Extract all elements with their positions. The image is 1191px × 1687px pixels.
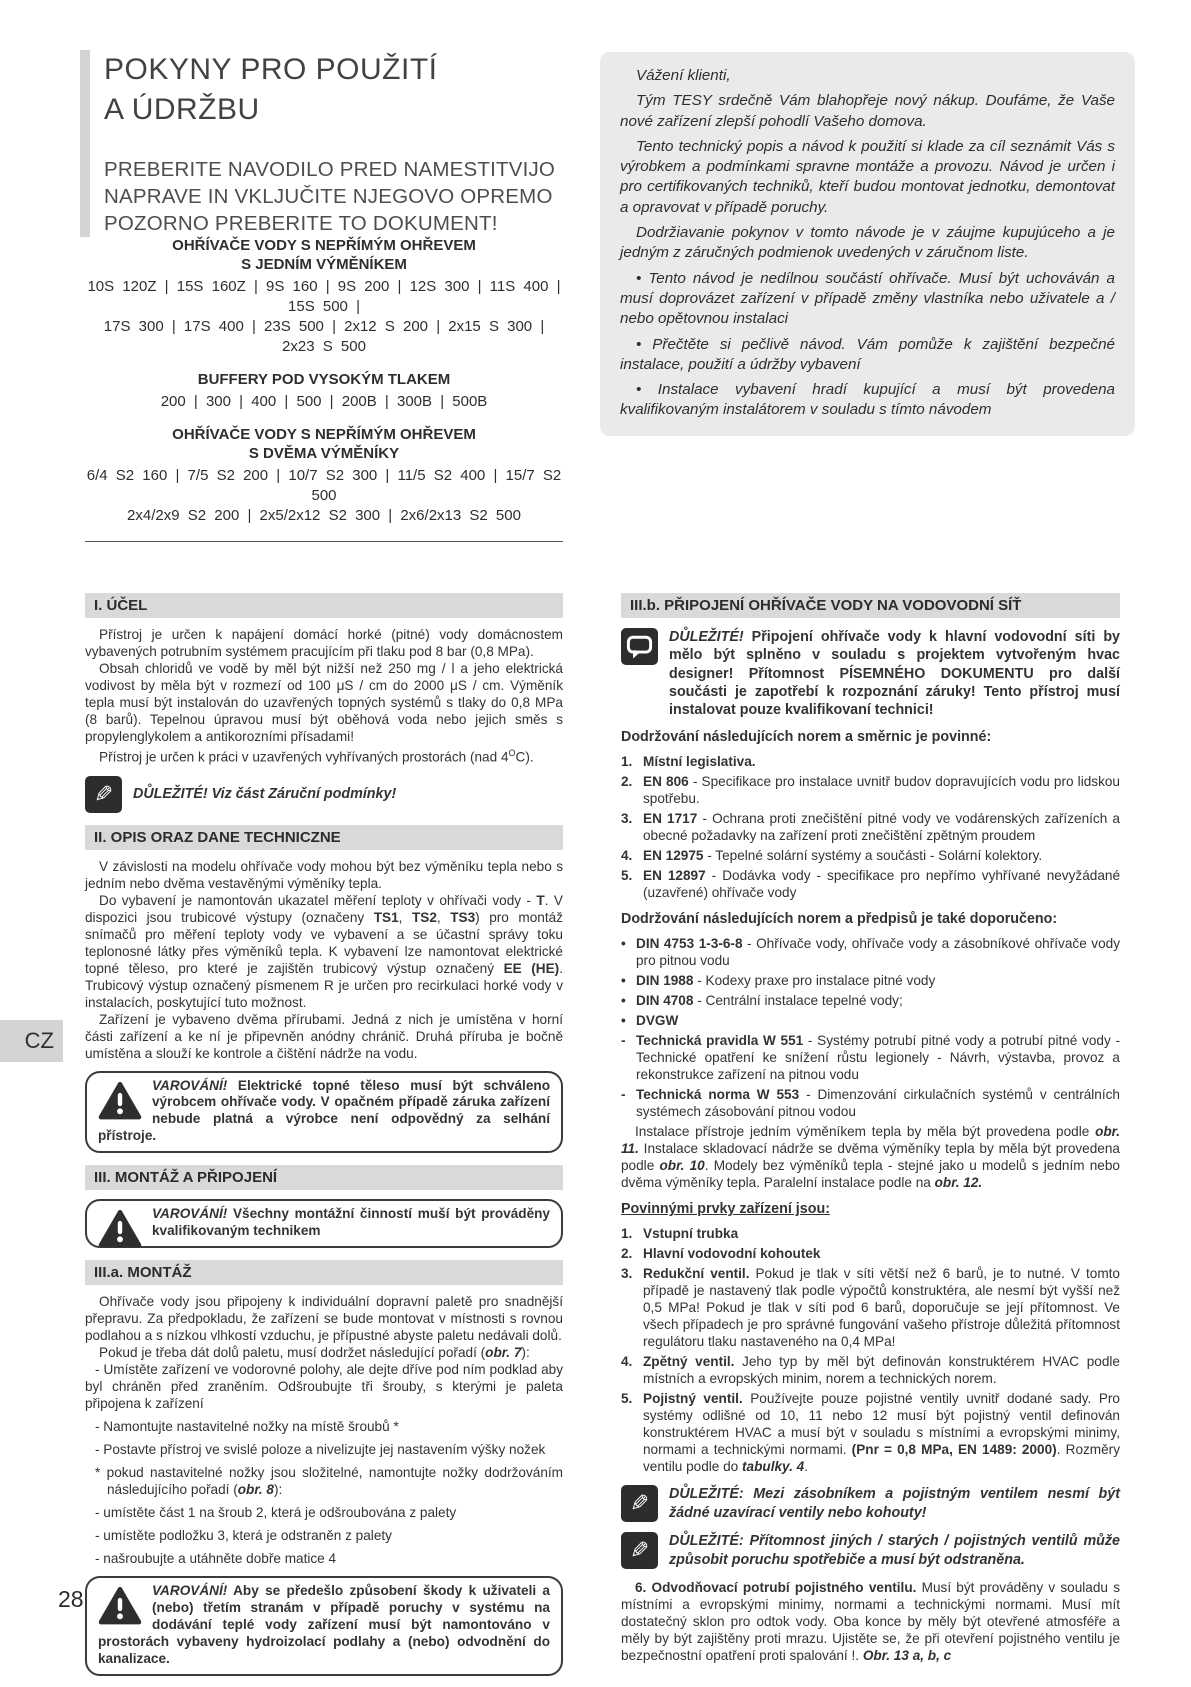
norm-item	[621, 753, 1120, 770]
warning-text: VAROVÁNÍ! Elektrické topné těleso musí být schváleno výrobcem ohřívače vody. V opačném případě záruka zařízení nebude platná a výrobce není odpovědný za selhání přístroje.	[98, 1077, 550, 1144]
norm-text: DIN 1988 - Kodexy praxe pro instalace pitné vody	[636, 973, 936, 989]
model-list-line: 6/4 S2 160 | 7/5 S2 200 | 10/7 S2 300 | 11/5 S2 400 | 15/7 S2 500	[86, 467, 562, 504]
intro-paragraph: • Instalace vybavení hradí kupující a musí být provedena kvalifikovaným instalátorem v souladu s tímto návodem	[620, 381, 1115, 419]
list-marker: 1.	[621, 1226, 633, 1242]
list-marker: 4.	[621, 848, 633, 864]
section-heading-montaz-pripojeni: III. MONTÁŽ A PŘIPOJENÍ	[85, 1165, 563, 1190]
important-note-warranty	[85, 776, 563, 813]
norm-item	[621, 1086, 1120, 1120]
note-text: DŮLEŽITÉ: Přítomnost jiných / starých / pojistných ventilů může způsobit poruchu spotřebiče a musí být odstraněna.	[669, 1533, 1120, 1568]
important-note-hvac	[621, 628, 1120, 719]
mounting-step: - Umístěte zařízení ve vodorovné polohy, ale dejte dříve pod ním podklad aby byl chráněn před zraněním. Odšroubujte tři šrouby, s kterými je paleta připojena k zařízení	[85, 1361, 563, 1411]
norm-text: DIN 4753 1-3-6-8 - Ohřívače vody, ohřívače vody a zásobníkové ohřívače vody pro pitnou vodu	[636, 936, 1120, 969]
list-marker: •	[621, 973, 626, 989]
norm-text: EN 1717 - Ochrana proti znečištění pitné vody ve vodárenských zařízeních a obecné požadavky na zařízení proti znečištění zpětným proudem	[643, 811, 1120, 844]
element-text: Hlavní vodovodní kohoutek	[643, 1246, 821, 1262]
model-group-title-line: S DVĚMA VÝMĚNÍKY	[248, 445, 400, 462]
language-tab-cz: CZ	[0, 1020, 63, 1062]
pencil-icon: ✎	[85, 776, 122, 813]
mounting-step: - Postavte přístroj ve svislé poloze a nivelizujte jej nastavením výšky nožek	[95, 1441, 546, 1457]
list-marker: 3.	[621, 1266, 633, 1282]
list-marker: 2.	[621, 1246, 633, 1262]
norm-text: DVGW	[636, 1013, 679, 1029]
list-marker: •	[621, 993, 626, 1009]
required-elements-heading: Povinnými prvky zařízení jsou:	[621, 1201, 830, 1218]
section-heading-ucel: I. ÚČEL	[85, 593, 563, 618]
intro-paragraph: Tento technický popis a návod k použití si klade za cíl seznámit Vás s výrobkem a podmínkami spravne montáže a provozu. Návod je určen i pro certifikovaných techniků, kteří budou montovat jednotku, demontovat a opravovat v případě poruchy.	[620, 137, 1115, 216]
model-list-line: 10S 120Z | 15S 160Z | 9S 160 | 9S 200 | 12S 300 | 11S 400 | 15S 500 |	[87, 278, 561, 315]
list-marker: 3.	[621, 811, 633, 827]
installation-paragraph: Instalace přístroje jedním výměníkem tepla by měla být provedena podle obr. 11. Instalace skladovací nádrže se dvěma výměníky tepla by měla být provedena podle obr. 10. Modely bez výměníků tepla - stejné jako u modelů s jedním nebo dvěma výměníky tepla. Paralelní instalace podle na obr. 12.	[621, 1124, 1120, 1191]
drain-paragraph: 6. Odvodňovací potrubí pojistného ventilu. Musí být prováděny v souladu s místními a evropskými minimy, normami a technickými normami. Musí mít dostatečný sklon pro odtok vody. Oba konce by měly být otevřené atmosféře a měly by být zajištěny proti mrazu. Ujistěte se, že při otevření pojistného ventilu je bezpečnostní opatření proti spalování !. Obr. 13 a, b, c	[621, 1580, 1120, 1664]
element-text: Zpětný ventil. Jeho typ by měl být definován konstruktérem HVAC podle místních a evropských minim, norem a technických norem.	[643, 1354, 1120, 1387]
norm-text: EN 12975 - Tepelné solární systémy a součásti - Solární kolektory.	[643, 848, 1043, 864]
title-line: A ÚDRŽBU	[104, 93, 260, 126]
paragraph: Obsah chloridů ve vodě by měl být nižší než 250 mg / l a jeho elektrická vodivost by měla být v rozmezí od 100 μS / cm do 2000 μS / cm. Výměník tepla musí být instalován do uzavřených topných systémů s tlaky do 0,8 MPa (8 barů). Tepelnou úpravou musí být oběhová voda nebo jejich směs s propylenglykolem a antikorozními přísadami!	[85, 661, 563, 744]
pencil-icon: ✎	[621, 1532, 658, 1569]
paragraph: Zařízení je vybaveno dvěma přírubami. Jedná z nich je umístěna v horní části zařízení a ke ní je připevněn anódny chránič. Druhá příruba je bočně umístěna a slouží ke kontrole a čištění nádrže na vodu.	[85, 1011, 563, 1061]
norm-text: Technická pravidla W 551 - Systémy potrubí pitné vody a potrubí pitné vody - Technické opatření ke snížení růstu legionely - Návrh, výstavba, provoz a rekonstrukce zařízení na pitnou vodu	[636, 1033, 1121, 1083]
note-text: DŮLEŽITÉ! Připojení ohřívače vody k hlavní vodovodní síti by mělo být splněno v souladu s projektem vytvořeným hvac designer! Přítomnost PÍSEMNÉHO DOKUMENTU pro další součásti je zapotřebí k rozpoznání záruky! Tento přístroj musí instalovat pouze kvalifikovaní technici!	[669, 629, 1120, 719]
element-text: Pojistný ventil. Používejte pouze pojistné ventily uvnitř dodané sady. Pro systémy odlišné od 10, 11 nebo 12 musí být pojistný ventil definován konstruktérem HVAC a musí být v souladu s místními a evropskými minimy, normami a technickými normami. (Pnr = 0,8 MPa, EN 1489: 2000). Rozměry ventilu podle do tabulky. 4.	[643, 1391, 1121, 1475]
list-marker: 5.	[621, 868, 633, 884]
section-heading-montaz: III.a. MONTÁŽ	[85, 1260, 563, 1285]
paragraph: Ohřívače vody jsou připojeny k individuální dopravní paletě pro snadnější přepravu. Za předpokladu, že zařízení se bude montovat v místnosti s rovnou podlahou a s nízkou vlhkostí vzduchu, je přípustné abyste paletu nedávali dolů.	[85, 1293, 563, 1343]
title-line: POKYNY PRO POUŽITÍ	[104, 53, 438, 86]
footnote-step: * pokud nastavitelné nožky jsou složitelné, namontujte nožky dodržováním následujícího pořadí (obr. 8):	[95, 1464, 563, 1497]
model-group-title-line: OHŘÍVAČE VODY S NEPŘÍMÝM OHŘEVEM	[172, 426, 476, 443]
list-marker: 5.	[621, 1391, 633, 1407]
note-text: DŮLEŽITÉ! Viz část Záruční podmínky!	[133, 785, 397, 802]
element-text: Redukční ventil. Pokud je tlak v síti větší než 6 barů, je to nutné. V tomto případě je nastavený tlak podle výpočtů konstruktéra, ale nesmí být vyšší než 0,5 MPa! Pokud je tlak v síti pod 6 barů, doporučuje se její přítomnost. Ve všech případech je pro správné fungování vašeho přístroje důležitá přítomnost regulátoru tlaku nastaveného na 0,4 MPa!	[643, 1266, 1120, 1350]
model-group-title-line: BUFFERY POD VYSOKÝM TLAKEM	[197, 371, 451, 388]
paragraph: Přístroj je určen k napájení domácí horké (pitné) vody domácnostem vybavených potrubním systémem pracujícím při tlaku pod 8 bar (0,8 MPa).	[85, 627, 563, 659]
mounting-step: - umístěte podložku 3, která je odstraněn z palety	[95, 1527, 392, 1543]
mounting-step: - našroubujte a utáhněte dobře matice 4	[95, 1550, 337, 1566]
norm-item	[621, 1032, 1120, 1083]
required-element-item	[621, 1225, 1120, 1242]
required-element-item	[621, 1245, 1120, 1262]
norm-item	[621, 992, 1120, 1009]
model-group-title-line: S JEDNÍM VÝMĚNÍKEM	[241, 256, 407, 273]
warning-triangle-icon	[98, 1209, 142, 1249]
norm-item	[621, 972, 1120, 989]
warning-triangle-icon	[98, 1586, 142, 1626]
mounting-step: - Namontujte nastavitelné nožky na místě šroubů *	[95, 1418, 399, 1434]
list-marker: 4.	[621, 1354, 633, 1370]
note-text: DŮLEŽITÉ: Mezi zásobníkem a pojistným ventilem nesmí být žádné uzavírací ventily nebo kohouty!	[669, 1486, 1120, 1521]
model-group-title	[85, 425, 563, 463]
title-block	[80, 50, 596, 237]
warning-box-hydroisolation	[85, 1576, 563, 1676]
model-list-line: 17S 300 | 17S 400 | 23S 500 | 2x12 S 200 | 2x15 S 300 | 2x23 S 500	[103, 318, 545, 355]
warning-triangle-icon	[98, 1081, 142, 1121]
important-note-valves	[621, 1485, 1120, 1522]
pencil-icon: ✎	[621, 1485, 658, 1522]
norm-text: EN 806 - Specifikace pro instalace uvnitř budov dopravujících vodu pro lidskou spotřebu.	[643, 774, 1120, 807]
model-list-line: 2x4/2x9 S2 200 | 2x5/2x12 S2 300 | 2x6/2x13 S2 500	[127, 507, 521, 524]
model-group-title	[85, 370, 563, 389]
subtitle-line: POZORNO PREBERITE TO DOKUMENT!	[104, 212, 498, 235]
norm-item	[621, 773, 1120, 807]
intro-paragraph: • Přečtěte si pečlivě návod. Vám pomůže k zajištění bezpečné instalace, použití a údržby vybavení	[620, 335, 1115, 373]
page-title	[104, 50, 596, 130]
subtitle-line: PREBERITE NAVODILO PRED NAMESTITVIJO	[104, 158, 556, 181]
mounting-step: - umístěte část 1 na šroub 2, která je odšroubována z palety	[95, 1504, 457, 1520]
model-list-line: 200 | 300 | 400 | 500 | 200B | 300B | 500B	[160, 393, 488, 410]
intro-paragraph: Dodržiavanie pokynov v tomto návode je v záujme kupujúceho a je jedným z záručných podmienok uvedených v záručnom liste.	[620, 224, 1115, 262]
norm-item	[621, 847, 1120, 864]
intro-box	[600, 52, 1135, 436]
intro-paragraph: Vážení klienti,	[636, 67, 731, 84]
list-marker: •	[621, 936, 626, 952]
intro-paragraph: • Tento návod je nedílnou součástí ohřívače. Musí být uchováván a musí doprovázet zařízení v případě změny vlastníka nebo uživatele a / nebo opětovnou instalaci	[620, 269, 1115, 328]
warning-text: VAROVÁNÍ! Aby se předešlo způsobení škody k uživateli a (nebo) třetím stranám v případě poruchy v systému na dodávání teplé vody zařízení musí být namontováno v prostorách vybaveny hydroizolací podlahy a (nebo) odvodnění do kanalizace.	[98, 1582, 550, 1666]
intro-paragraph: Tým TESY srdečně Vám blahopřeje nový nákup. Doufáme, že Vaše nové zařízení zlepší pohodlí Vašeho domova.	[620, 92, 1115, 130]
list-marker: •	[621, 1013, 626, 1029]
norm-item	[621, 935, 1120, 969]
norm-item	[621, 810, 1120, 844]
subtitle-line: NAPRAVE IN VKLJUČITE NJEGOVO OPREMO	[104, 185, 553, 208]
warning-text: VAROVÁNÍ! Všechny montážní činností muší být prováděny kvalifikovaným technikem	[152, 1206, 550, 1239]
list-marker: 2.	[621, 774, 633, 790]
warning-box-qualified-technician	[85, 1199, 563, 1248]
required-element-item	[621, 1390, 1120, 1475]
speech-bubble-icon	[621, 628, 658, 665]
paragraph: V závislosti na modelu ohřívače vody mohou být bez výměníku tepla nebo s jedním nebo dvěma vestavěnými výměníky tepla.	[85, 858, 563, 891]
list-marker: -	[621, 1033, 626, 1049]
paragraph: Přístroj je určen k práci v uzavřených vyhřívaných prostorách (nad $4^OC$).	[99, 748, 534, 765]
mandatory-norms-heading: Dodržování následujících norem a směrnic je povinné:	[621, 729, 992, 746]
section-heading-opis: II. OPIS ORAZ DANE TECHNICZNE	[85, 825, 563, 850]
list-marker: -	[621, 1087, 626, 1103]
paragraph: Pokud je třeba dát dolů paletu, musí dodržet následující pořadí (obr. 7):	[99, 1344, 530, 1360]
model-group-title-line: OHŘÍVAČE VODY S NEPŘÍMÝM OHŘEVEM	[172, 237, 476, 254]
divider	[85, 541, 563, 542]
recommended-norms-heading: Dodržování následujících norem a předpisů je také doporučeno:	[621, 911, 1058, 928]
model-list	[85, 236, 563, 542]
norm-text: DIN 4708 - Centrální instalace tepelné vody;	[636, 993, 903, 1009]
required-element-item	[621, 1265, 1120, 1350]
page-subtitle	[104, 156, 596, 237]
required-element-item	[621, 1353, 1120, 1387]
norm-item	[621, 867, 1120, 901]
section-heading-pripojeni-sit: III.b. PŘIPOJENÍ OHŘÍVAČE VODY NA VODOVODNÍ SÍŤ	[621, 593, 1120, 618]
warning-box-heating-element	[85, 1071, 563, 1154]
norm-item	[621, 1012, 1120, 1029]
norm-text: Technická norma W 553 - Dimenzování cirkulačních systémů v centrálních systémech zásobování pitnou vodou	[636, 1087, 1120, 1120]
paragraph: Do vybavení je namontován ukazatel měření teploty v ohřívači vody - T. V dispozici jsou trubicové výstupy (označeny TS1, TS2, TS3) pro montáž snímačů pro měření teploty vody ve vybavení a se účastní správy toku teplonosné látky přes výměníků tepla. K vybavení lze namontovat elektrické topné těleso, pro které je zajištěn trubicový výstup označený EE (HE). Trubicový výstup označený písmenem R je určen pro recirkulaci horké vody v instalacích, poskytující tuto možnost.	[85, 892, 563, 1010]
page-number: 28	[58, 1586, 84, 1612]
list-marker: 1.	[621, 754, 633, 770]
element-text: Vstupní trubka	[643, 1226, 739, 1242]
model-group-title	[85, 236, 563, 274]
important-note-old-valves	[621, 1532, 1120, 1569]
norm-text: EN 12897 - Dodávka vody - specifikace pro nepřímo vyhřívané nevyžádané (uzavřené) ohřívače vody	[643, 868, 1121, 901]
norm-text: Místní legislativa.	[643, 754, 756, 770]
left-column	[85, 593, 563, 1687]
right-column	[621, 593, 1120, 1664]
